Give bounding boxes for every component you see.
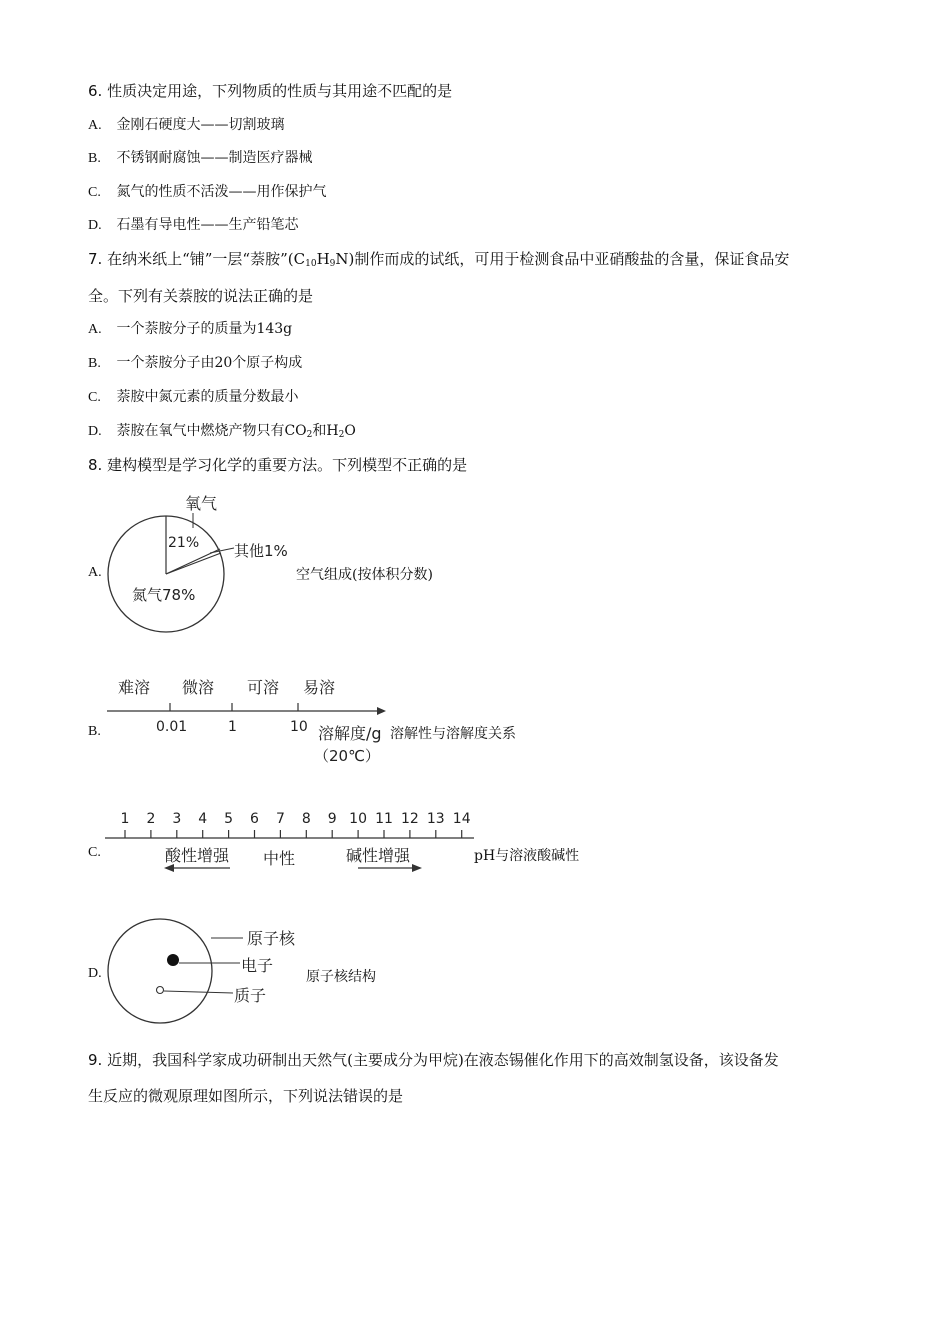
option-letter: D. [88,218,102,233]
option-letter: D. [88,424,102,439]
option-text-part: 和H [312,423,339,439]
acid-arrowhead [164,864,174,872]
q6-option-c[interactable] [88,182,326,203]
ph-tick-label: 10 [349,811,368,827]
base-label: 碱性增强 [346,846,411,865]
question-number: 7. [88,250,103,268]
question-number: 6. [88,82,103,100]
q8-option-c-caption: pH与溶液酸碱性 [474,848,580,864]
option-letter: A. [88,118,102,133]
proton-dot [157,987,164,994]
q7-option-d[interactable] [88,421,356,442]
tick-label: 10 [290,719,308,735]
ph-scale [100,805,480,875]
q8-option-b-letter[interactable]: B. [88,724,101,739]
ph-tick-label: 13 [426,811,445,827]
region-label: 可溶 [247,678,280,697]
region-label: 易溶 [303,678,336,697]
question-text-part: N)制作而成的试纸，可用于检测食品中亚硝酸盐的含量，保证食品安 [335,250,790,268]
option-text-part: 萘胺在氧气中燃烧产物只有CO [116,423,307,439]
electron-label: 电子 [241,956,274,975]
subscript: 9 [329,259,336,269]
ph-tick-label: 4 [198,811,208,827]
atom-circle [108,919,212,1023]
base-arrowhead [412,864,422,872]
ph-tick-label: 5 [224,811,234,827]
question-text: 性质决定用途，下列物质的性质与其用途不匹配的是 [107,82,453,100]
axis-arrow [377,707,386,715]
question-number: 8. [88,456,103,474]
question-text: 建构模型是学习化学的重要方法。下列模型不正确的是 [107,456,468,474]
option-text: 不锈钢耐腐蚀——制造医疗器械 [116,150,313,166]
q8-option-c-letter[interactable]: C. [88,845,101,860]
subscript: 10 [305,259,317,269]
tick-label: 0.01 [156,719,188,735]
axis-label: 溶解度/g [318,724,382,743]
acid-label: 酸性增强 [165,846,230,865]
proton-leader [164,991,233,993]
q8-option-a-caption: 空气组成(按体积分数) [296,567,433,583]
q9-stem-continued: 生反应的微观原理如图所示，下列说法错误的是 [88,1087,404,1105]
q7-stem-continued: 全。下列有关萘胺的说法正确的是 [88,287,314,305]
question-text-part: H [316,250,330,268]
option-text: 氮气的性质不活泼——用作保护气 [116,184,327,200]
ph-tick-label: 1 [120,811,130,827]
option-letter: B. [88,151,101,166]
neutral-label: 中性 [263,849,296,868]
option-letter: C. [88,185,101,200]
q9-stem [88,1050,779,1070]
option-letter: A. [88,322,102,337]
q8-option-b-caption: 溶解性与溶解度关系 [390,726,516,742]
ph-tick-label: 11 [375,811,393,827]
ph-ticks [121,811,471,838]
tick-label: 1 [228,719,237,735]
ph-tick-label: 12 [400,811,419,827]
q8-option-d-letter[interactable]: D. [88,966,102,981]
q6-option-d[interactable] [88,215,298,236]
q8-stem [88,455,467,475]
option-text-part: O [344,423,356,439]
option-text: 萘胺中氮元素的质量分数最小 [116,389,299,405]
q6-option-a[interactable] [88,115,284,136]
q6-option-b[interactable] [88,148,312,169]
ph-tick-label: 2 [146,811,156,827]
option-text: 一个萘胺分子由20个原子构成 [116,355,303,371]
region-label: 难溶 [118,678,151,697]
pie-radius-2 [166,553,221,574]
proton-label: 质子 [234,986,267,1005]
other-label: 其他1% [234,542,288,560]
ph-tick-label: 7 [275,811,285,827]
oxygen-percent: 21% [168,535,200,551]
ph-tick-label: 9 [327,811,337,827]
option-text: 一个萘胺分子的质量为143g [116,321,293,337]
ph-tick-label: 8 [301,811,311,827]
question-number: 9. [88,1051,103,1069]
option-text: 金刚石硬度大——切割玻璃 [116,117,285,133]
temperature-label: （20℃） [314,747,380,765]
option-letter: B. [88,356,101,371]
q7-option-c[interactable] [88,387,298,408]
q7-stem [88,249,789,269]
solubility-axis [100,672,390,767]
q7-option-b[interactable] [88,353,302,374]
nucleus-label: 原子核 [247,929,296,948]
q8-option-d-caption: 原子核结构 [306,969,376,985]
region-label: 微溶 [182,678,215,697]
ph-tick-label: 6 [250,811,259,827]
q7-option-a[interactable] [88,319,292,340]
other-leader [210,548,234,553]
ph-tick-label: 3 [172,811,182,827]
question-text: 近期，我国科学家成功研制出天然气(主要成分为甲烷)在液态锡催化作用下的高效制氢设备，该设备发 [107,1051,779,1069]
nitrogen-label: 氮气78% [132,586,196,604]
atom-structure [100,915,320,1030]
q6-stem [88,81,452,101]
electron-dot [167,954,179,966]
subscript: 2 [338,430,345,440]
subscript: 2 [306,430,313,440]
option-text: 石墨有导电性——生产铅笔芯 [116,217,299,233]
q8-option-a-letter[interactable]: A. [88,565,102,580]
question-text-part: 在纳米纸上“铺”一层“萘胺”(C [107,250,306,268]
ph-tick-label: 14 [452,811,471,827]
option-letter: C. [88,390,101,405]
oxygen-label: 氧气 [185,494,218,513]
